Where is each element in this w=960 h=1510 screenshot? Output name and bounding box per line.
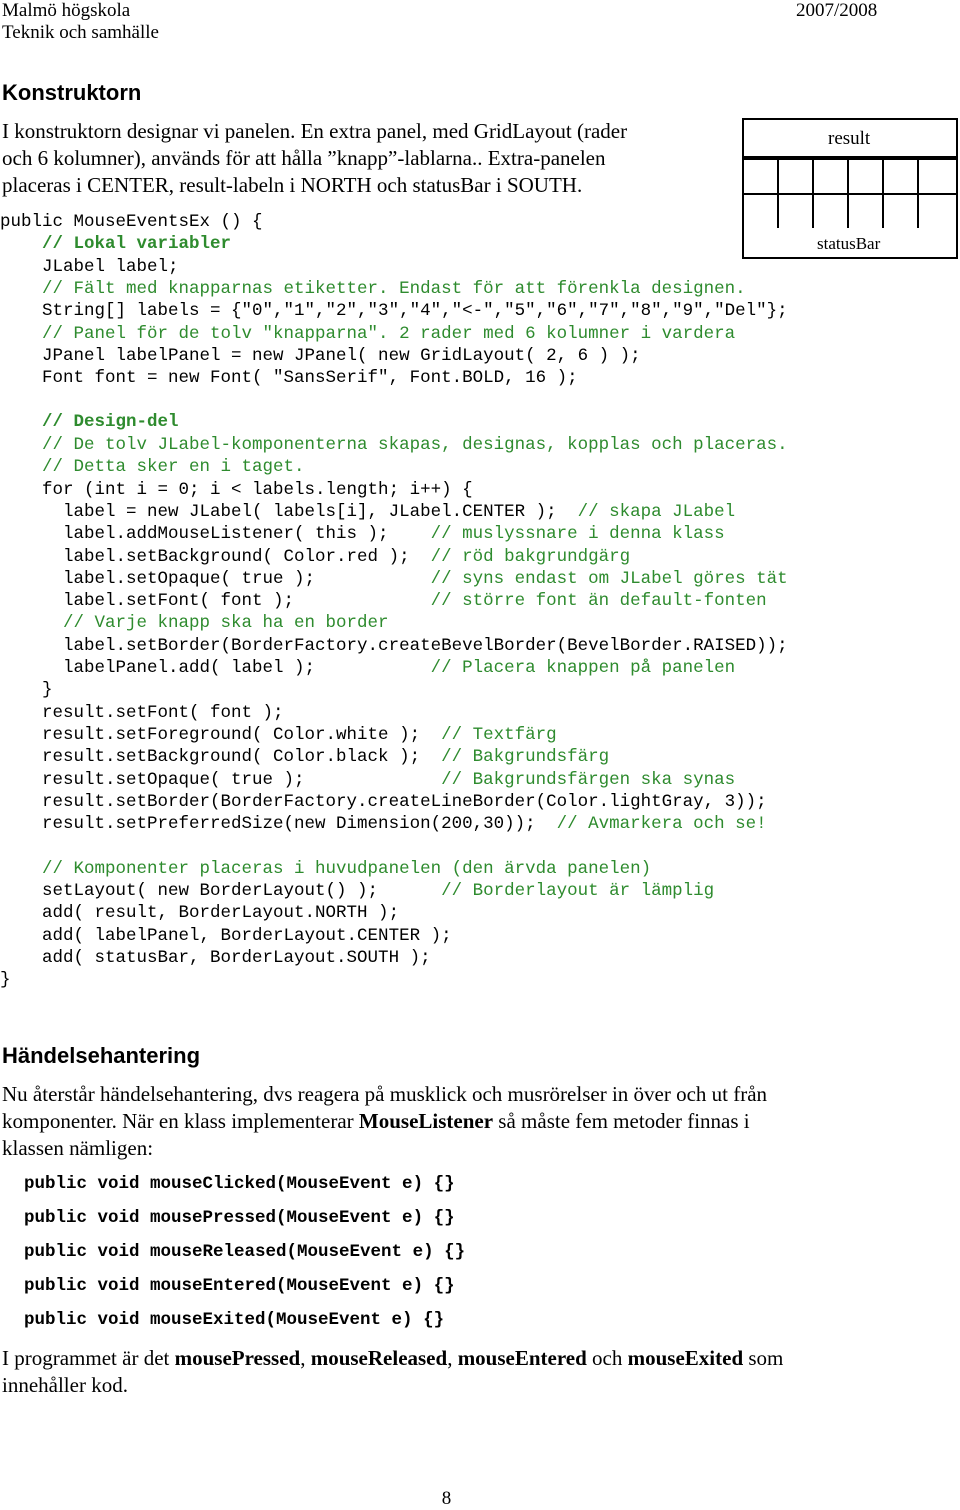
code-comment: // röd bakgrundgärg: [430, 547, 631, 567]
code-comment: // Detta sker en i taget.: [0, 457, 305, 477]
code-statement: labelPanel.add( label );: [0, 658, 431, 678]
code-line: [0, 724, 557, 746]
diagram-grid-cell: [742, 158, 779, 195]
code-line: JLabel label;: [0, 257, 179, 277]
outro-line-1: [2, 1345, 783, 1372]
diagram-statusbar-label: statusBar: [817, 234, 881, 253]
code-comment: // Borderlayout är lämplig: [441, 881, 715, 901]
method-signature: public void mouseReleased(MouseEvent e) {}: [24, 1242, 466, 1262]
handelse-text: komponenter. När en klass implementerar: [2, 1109, 359, 1133]
code-statement: result.setBackground( Color.black );: [0, 747, 442, 767]
diagram-grid-cell: [812, 193, 849, 230]
code-comment: // Avmarkera och se!: [556, 814, 767, 834]
code-line: [0, 501, 735, 523]
handelse-line-2: [2, 1108, 750, 1135]
handelse-text: så måste fem metoder finnas i: [493, 1109, 750, 1133]
code-line: [0, 769, 735, 791]
code-line: }: [0, 680, 53, 700]
section-heading-konstruktorn: Konstruktorn: [2, 80, 142, 105]
intro-line-3: placeras i CENTER, result-labeln i NORTH och statusBar i SOUTH.: [2, 173, 583, 197]
outro-text: ,: [300, 1346, 311, 1370]
code-comment: // större font än default-fonten: [430, 591, 767, 611]
code-line: add( result, BorderLayout.NORTH );: [0, 903, 400, 923]
outro-line-2: innehåller kod.: [2, 1373, 128, 1397]
code-comment: // Panel för de tolv "knapparna".: [0, 324, 400, 344]
code-statement: result.setForeground( Color.white );: [0, 725, 442, 745]
code-comment: // muslyssnare i denna klass: [430, 524, 725, 544]
code-line: public MouseEventsEx () {: [0, 212, 263, 232]
code-statement: label.setOpaque( true );: [0, 569, 431, 589]
code-line: }: [0, 970, 11, 990]
diagram-grid-cell: [847, 193, 884, 230]
code-statement: label = new JLabel( labels[i], JLabel.CENTER );: [0, 502, 578, 522]
diagram-grid-cell: [917, 193, 958, 230]
page-number: 8: [441, 1488, 452, 1509]
code-line: [0, 523, 725, 545]
code-statement: result.setOpaque( true );: [0, 770, 442, 790]
code-line: [0, 546, 630, 568]
diagram-grid-cell: [777, 193, 814, 230]
code-comment: // Bakgrundsfärgen ska synas: [441, 770, 736, 790]
layout-diagram: [742, 118, 958, 259]
code-line: Font font = new Font( "SansSerif", Font.BOLD, 16 );: [0, 368, 578, 388]
diagram-grid-cell: [917, 158, 958, 195]
outro-bold: mouseReleased: [310, 1346, 448, 1370]
diagram-grid-cell: [742, 193, 779, 230]
code-line: add( labelPanel, BorderLayout.CENTER );: [0, 926, 452, 946]
intro-line-2: och 6 kolumner), används för att hålla ”knapp”-lablarna.. Extra-panelen: [2, 146, 606, 170]
outro-text: som: [743, 1346, 784, 1370]
outro-bold: mousePressed: [174, 1346, 301, 1370]
code-line: for (int i = 0; i < labels.length; i++) {: [0, 480, 473, 500]
code-statement: label.setBackground( Color.red );: [0, 547, 431, 567]
code-comment: // syns endast om JLabel göres tät: [430, 569, 788, 589]
intro-line-1: I konstruktorn designar vi panelen. En extra panel, med GridLayout (rader: [2, 119, 628, 143]
outro-bold: mouseEntered: [457, 1346, 587, 1370]
code-statement: label.addMouseListener( this );: [0, 524, 431, 544]
handelse-line-1: Nu återstår händelsehantering, dvs reagera på musklick och musrörelser in över och ut från: [2, 1082, 768, 1106]
outro-bold: mouseExited: [627, 1346, 744, 1370]
code-line: [0, 323, 735, 345]
code-line: result.setFont( font );: [0, 703, 284, 723]
code-line: String[] labels = {"0","1","2","3","4","<-","5","6","7","8","9","Del"};: [0, 301, 788, 321]
code-line: label.setBorder(BorderFactory.createBevelBorder(BevelBorder.RAISED));: [0, 636, 788, 656]
code-comment: 2 rader med 6 kolumner i vardera: [399, 324, 736, 344]
code-statement: label.setFont( font );: [0, 591, 431, 611]
handelse-line-3: klassen nämligen:: [2, 1136, 154, 1160]
outro-text: och: [586, 1346, 628, 1370]
code-line: [0, 880, 714, 902]
code-line: [0, 233, 231, 255]
diagram-grid-cell: [882, 158, 919, 195]
header-school: Malmö högskola: [2, 0, 131, 21]
code-comment: // Komponenter placeras i huvudpanelen (den ärvda panelen): [0, 859, 652, 879]
code-line: add( statusBar, BorderLayout.SOUTH );: [0, 948, 431, 968]
code-comment: // Textfärg: [441, 725, 557, 745]
section-heading-handelsehantering: Händelsehantering: [2, 1043, 201, 1068]
diagram-grid-cell: [777, 158, 814, 195]
code-line: [0, 411, 179, 433]
diagram-result-label: result: [828, 128, 871, 149]
code-line: [0, 590, 767, 612]
code-comment: // Fält med knapparnas etiketter. Endast för att förenkla designen.: [0, 279, 746, 299]
code-line: [0, 813, 767, 835]
code-comment: // Varje knapp ska ha en border: [0, 613, 389, 633]
method-signature: public void mouseEntered(MouseEvent e) {}: [24, 1276, 455, 1296]
header-faculty: Teknik och samhälle: [2, 22, 159, 43]
diagram-grid-cell: [812, 158, 849, 195]
diagram-grid-cell: [847, 158, 884, 195]
method-signature: public void mousePressed(MouseEvent e) {}: [24, 1208, 455, 1228]
code-comment: // De tolv JLabel-komponenterna skapas, designas, kopplas och placeras.: [0, 435, 788, 455]
code-line: [0, 657, 735, 679]
header-year: 2007/2008: [796, 0, 878, 21]
method-signature: public void mouseClicked(MouseEvent e) {}: [24, 1174, 455, 1194]
handelse-bold-term: MouseListener: [358, 1109, 494, 1133]
code-comment: // Lokal variabler: [0, 234, 232, 254]
outro-text: I programmet är det: [2, 1346, 175, 1370]
code-statement: result.setPreferredSize(new Dimension(200,30));: [0, 814, 557, 834]
code-comment: // Bakgrundsfärg: [441, 747, 610, 767]
method-signature: public void mouseExited(MouseEvent e) {}: [24, 1310, 445, 1330]
code-line: JPanel labelPanel = new JPanel( new GridLayout( 2, 6 ) );: [0, 346, 641, 366]
code-comment: // Placera knappen på panelen: [430, 658, 736, 678]
code-line: [0, 568, 788, 590]
code-line: [0, 746, 609, 768]
code-statement: setLayout( new BorderLayout() );: [0, 881, 442, 901]
diagram-grid-cell: [882, 193, 919, 230]
code-comment: // skapa JLabel: [577, 502, 736, 522]
code-comment: // Design-del: [0, 412, 179, 432]
code-line: result.setBorder(BorderFactory.createLineBorder(Color.lightGray, 3));: [0, 792, 767, 812]
outro-text: ,: [447, 1346, 458, 1370]
